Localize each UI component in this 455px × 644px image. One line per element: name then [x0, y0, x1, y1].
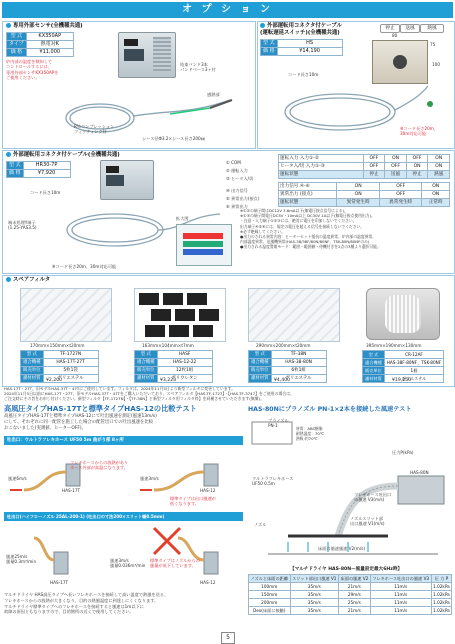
cable-notes: ※①②の端子間はDC12V 3.6mA以下(無電圧接点信号による)。 ※①③の端子間電圧DC5V・10mA以上 DC30V 1A以下(無電圧接点使用出力)。 ・注意・入力端子①②③には、絶対に電圧を印加しないでください。 出力端子④⑤⑥には、規定の電圧を超える信号を接続しないでください。 ※必ず絶縁してください。 ●出力のされる異常内容：ヒーターセット抵抗の温度異常、炉内部の温度異常、 内部温度異常、送風機異常(HAS-38/38F/80N/80NF、TSK-80N/80NFのみ) ●出力される温度警報モード：範囲・範囲値・待機付きを2点の3種より選択可能。 [240, 208, 381, 250]
connector-zoom [176, 224, 232, 266]
remote-note: ※コード長さ20m、 30m対応可能 [400, 126, 439, 137]
pin-5: ⑤ 異常出力(接点) [226, 196, 260, 201]
cable-length-note: ※コード長さ20m、30m対応可能 [52, 264, 117, 269]
test80-material-label: 材質：ABS樹脂 耐熱温度：70℃ 熱吸:約70℃ [296, 426, 325, 441]
remote-title: 外部運転用コネクタ付ケーブル (運転遅延スイッチ)(全機種共通) [260, 23, 342, 36]
filter-price-2: ¥3,223 [160, 378, 177, 383]
test80-diagram [248, 416, 452, 566]
section-banner: オ プ シ ョ ン [2, 2, 453, 18]
filter-note: HAS-17T・27T、旧モデルHAS-37T・47Tにご使用しています。フィルタは、2024年11月5日より新型フィルタに変更しています。 2024年11月5日以前にHAS-17T・27T、旧モデルHAS-37T・47Tをご購入いただいており、スペアフィルタ【HAS-TF-1727】・【HAS-TF-3747】をご使用の場合は、 ご注文時にその旨をお申し付けください。新型フィルタ【TF-1727N】・【TF-38N】と新型フィルタ用フィルタ枠】を同梱させていただきます(無償)。 [4, 386, 295, 402]
filter-price-4: ¥19,250 [392, 378, 411, 383]
test80-table: ノズルと床面の距離 スリット部出口風速 V1 床面の風速 V2 フレキホース吐出口の風速 V3 圧 力 P 100mm 35m/s 21m/s 11m/s 1.02kPa 150mm 35m/s 29m/s 11m/s 1.02kPa 200mm 35m/s 25m/s 11m/s 1.02kPa Dex(床面に接触) 35m/s 21m/s 11m/s 1.02kPa [250, 576, 450, 613]
page-number: 5 [221, 632, 235, 644]
cable-cord-label: コード長さ10m [30, 190, 61, 195]
filter-price-1: ¥2,200 [46, 378, 63, 383]
test80-nozzle-label: プラノズル PN-1 [268, 418, 289, 429]
compare-speed-4: 風速3m/s 風量0.036m³/min [110, 558, 146, 569]
test80-outlet-label: フレキホース吐出口 の風速 V3(m/s) [354, 492, 392, 503]
compare-note-2: 標準タイプは出口風速が 低くなります。 [170, 496, 216, 507]
sensor-spec-table: 型 式 KX350AP タイプ 熱電対K 価 格 ¥11,000 [6, 32, 74, 57]
test80-model-label: HAS-80N [410, 470, 429, 475]
zoom-label: 拡大図 [176, 216, 189, 221]
filter-image-3 [248, 288, 340, 342]
test80-floor-label: 床面の風速風速 V2(m/s) [318, 546, 366, 551]
remote-switch-box-image [372, 40, 428, 84]
compare-diagram-2 [4, 522, 242, 586]
output-state-table: 出力信号 ④-⑥ ON OFF ON 異常出力 (接点) ON OFF ON 運転状態 異常発生時 異常発生時 正常時 [278, 182, 450, 207]
sensor-fitting-label: R½コンプレッション フィッティング付 [74, 124, 115, 135]
filter-spec-table-4: 型 式 CR-12AF 適合機種 HAS-38F-80NF、TSK-80NF 販売単位 1個 濾材材質 ポリエステル [362, 350, 444, 383]
pin-3: ③ ヒータ入/切 [226, 176, 254, 181]
dim-depth: 75 [430, 42, 436, 47]
remote-spec-table: 型 式 HS 価 格 ¥14,190 [260, 39, 343, 56]
sensor-note: 炉内部の温度を検知して コントロールするには、 専用外部センサKX350APを ご使用ください。 [6, 59, 59, 81]
filter-image-1 [20, 288, 112, 342]
switch-blow: 送風 [400, 24, 420, 33]
filter-size-4: 395mm×190mm×130mm [366, 343, 422, 348]
compare-model-4: HAS-12 [200, 580, 216, 585]
compare-note-1: フレキホースからの放熱があり ホース外部が高温になります。 [70, 460, 129, 471]
filter-title: スペアフィルタ [6, 277, 50, 284]
pin-2: ② 運転入力 [226, 168, 248, 173]
filter-spec-table-1: 型 式 TF-1727N 適合機種 HAS-17T-27T 販売単位 5枚1袋 濾材材質 ポリエステル [20, 350, 99, 383]
compare-speed-2: 風速3m/s [140, 476, 159, 481]
input-state-table: 運転入力 入力①-② OFF ON OFF ON ヒータ入/切 入力①-③ OFF OFF ON ON 運転状態 停止 送風 停止 熱風 [278, 154, 450, 179]
compare-footer: マルチドライヤ HAS高圧タイプへ長いフレキホースを接続して高い温度で熱風を送る、 フレキホースからの放熱が大きくなり、目的の熱風温度に到達しにくくなります。 マルチドライヤ標準タイプへのフレキホースを接続すると風速は1m以下に 故障の原因ともなりますので、目的箇所の近くで使用してください。 [4, 592, 169, 615]
cable-dryer-image [100, 160, 154, 200]
filter-size-3: 290mm×200mm×t20mm [256, 343, 311, 348]
switch-heat: 熱風 [420, 24, 444, 33]
compare-desc: 高風圧タイプHAS-17Tと標準タイプHAS-12にて吐出風速を測定(風速13m/s) にして、それぞれに同一配管を施工した場合の配管出口での吐出風速を比較 おこないました(実測値、ヒーターOFF)。 [4, 414, 157, 431]
filter-size-2: 163mm×104mm×t7mm [142, 343, 194, 348]
test80-pressure-label: 圧力P(kPa) [392, 450, 414, 455]
cable-spec-table: 型 式 HR30-7P 価 格 ¥7,920 [6, 161, 71, 178]
cable-terminal-label: 端末処理Y端子 (1.25-YAS3.5) [8, 220, 37, 231]
test80-title: HAS-80Nにプラノズル PN-1×2本を接続した風速テスト [248, 406, 412, 413]
remote-cord-label: コード長さ10m [288, 72, 319, 77]
compare-bar-2: 吐出口(ハイフローノズル 25AL-200-1) (吐出口の寸法200×スリット幅0.5mm) [4, 512, 243, 521]
sensor-sheath-label: シース径Φ3.2×シース長さ200㎜ [142, 136, 205, 141]
test80-slit-label: ノズルスリット部 出口風速 V1(m/s) [350, 516, 385, 527]
test80-nozzle2-label: ノズル [254, 522, 267, 527]
pin-4: ④ 出力信号 [226, 188, 248, 193]
pin-1: ① COM [226, 160, 241, 165]
filter-price-3: ¥4,400 [274, 378, 291, 383]
pin-6: ⑥ 異常出力 [226, 204, 248, 209]
dim-height: 100 [432, 62, 440, 67]
switch-stop: 停止 [380, 24, 400, 33]
compare-speed-1: 風速6m/s [8, 476, 27, 481]
filter-size-1: 170mm×150mm×t20mm [30, 343, 85, 348]
filter-image-4 [366, 288, 440, 340]
filter-spec-table-2: 型 式 HASF 適合機種 HAS-12-22 販売単位 12枚1組 濾材材質 ポリウレタン [134, 350, 213, 383]
compare-speed-3: 風速25m/s 風量0.3m³/min [6, 554, 37, 565]
compare-model-3: HAS-17T [50, 580, 69, 585]
sensor-tip-label: 感熱部 [207, 92, 220, 97]
compare-note-3: 標準タイプはノズルからの 風量が低下しています。 [150, 558, 200, 569]
compare-title: 高風圧タイプHAS-17Tと標準タイプHAS-12の比較テスト [4, 404, 197, 413]
test80-hose-label: ウルトラフレキホース UF50 0.5m [252, 476, 294, 487]
test80-table-title: 【マルチドライヤ HAS-80N—風量設定最大6Hz時】 [290, 567, 403, 572]
cable-title: 外部運転用コネクタ付ケーブル(全機種共通) [6, 152, 120, 159]
filter-image-2 [134, 288, 226, 342]
sensor-bundle-label: 結束バンド3本 パンドベース3ヶ付 [180, 62, 216, 73]
compare-model-2: HAS-12 [200, 488, 216, 493]
compare-model-1: HAS-17T [62, 488, 81, 493]
compare-bar-1: 吐出口：ウルトラフレキホース UF50 5m 曲がり部 8ヶ所 [4, 436, 243, 445]
sensor-title: 専用外部センサ(全機種共通) [6, 23, 83, 30]
filter-spec-table-3: 型 式 TF-38N 適合機種 HAS-38-80N 販売単位 6枚1組 濾材材質 ポリエステル [248, 350, 327, 383]
dim-width: 80 [392, 33, 398, 38]
